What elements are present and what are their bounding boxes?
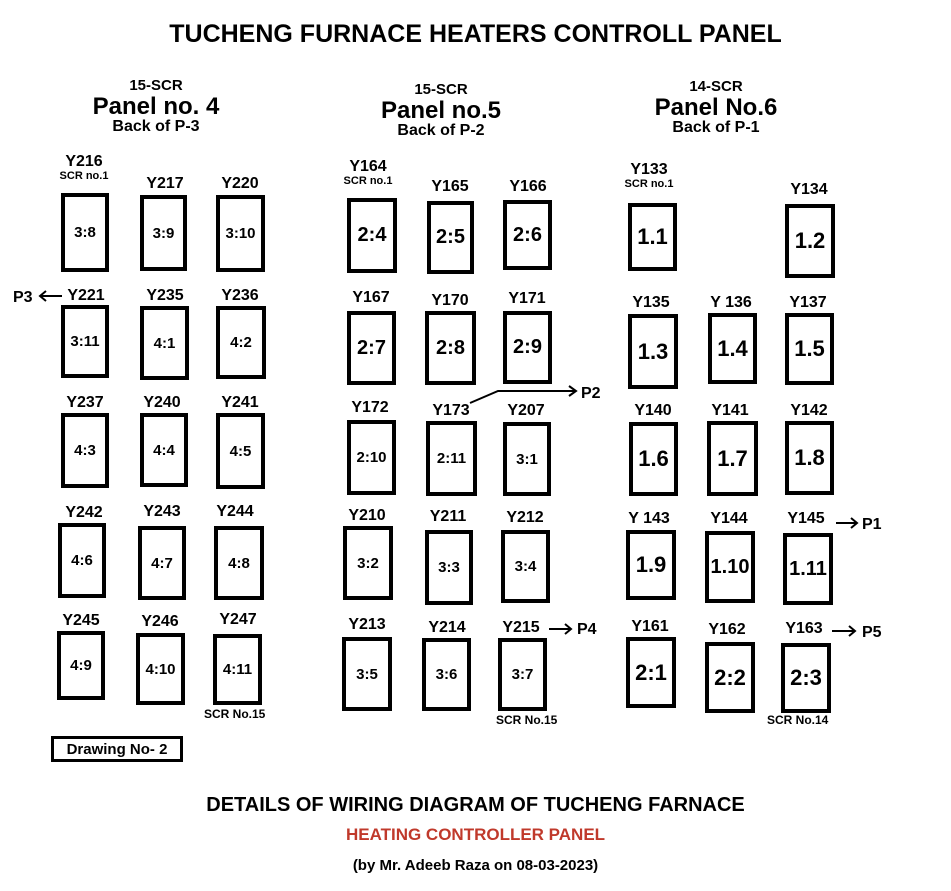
- end-scr-note: SCR No.14: [767, 713, 829, 727]
- scr-box-1-5: 1.5: [785, 313, 834, 385]
- scr-box-4-3: 4:3: [61, 413, 109, 488]
- scr-box-4-5: 4:5: [216, 413, 265, 489]
- heater-label: Y214: [428, 619, 466, 636]
- footer-author: (by Mr. Adeeb Raza on 08-03-2023): [352, 857, 599, 874]
- heater-label: Y243: [143, 503, 181, 520]
- scr-box-1-9: 1.9: [626, 530, 676, 600]
- heater-label: Y236: [221, 287, 259, 304]
- scr-box-4-4: 4:4: [140, 413, 188, 487]
- scr-no-note: SCR no.1: [343, 175, 393, 187]
- panel-6-scr-count: 14-SCR: [689, 78, 743, 95]
- scr-box-1-6: 1.6: [629, 422, 678, 496]
- panel-6-name: Panel No.6: [654, 93, 778, 121]
- heater-label: Y 143: [628, 510, 670, 527]
- heater-label: Y140: [634, 402, 672, 419]
- scr-box-3-10: 3:10: [216, 195, 265, 272]
- heater-label: Y142: [790, 402, 828, 419]
- heater-label: Y145: [787, 510, 825, 527]
- panel-5-scr-count: 15-SCR: [414, 81, 468, 98]
- scr-box-2-11: 2:11: [426, 421, 477, 496]
- heater-label: Y212: [506, 509, 544, 526]
- heater-label: Y213: [348, 616, 386, 633]
- scr-box-3-2: 3:2: [343, 526, 393, 600]
- panel-6-back: Back of P-1: [672, 118, 760, 136]
- scr-box-4-9: 4:9: [57, 631, 105, 700]
- scr-box-2-6: 2:6: [503, 200, 552, 270]
- heater-label: Y170: [431, 292, 469, 309]
- heater-label: Y207: [507, 402, 545, 419]
- scr-box-3-5: 3:5: [342, 637, 392, 711]
- scr-box-4-7: 4:7: [138, 526, 186, 600]
- scr-box-2-9: 2:9: [503, 311, 552, 384]
- pointer-p2-label: P2: [581, 385, 601, 402]
- pointer-p3-label: P3: [13, 289, 33, 306]
- scr-box-1-7: 1.7: [707, 421, 758, 496]
- heater-label: Y161: [631, 618, 669, 635]
- heater-label: Y245: [62, 612, 100, 629]
- scr-box-3-6: 3:6: [422, 638, 471, 711]
- heater-label: Y137: [789, 294, 827, 311]
- drawing-number: Drawing No- 2: [51, 736, 183, 762]
- scr-box-2-2: 2:2: [705, 642, 755, 713]
- scr-box-1-11: 1.11: [783, 533, 833, 605]
- heater-label: Y144: [710, 510, 748, 527]
- heater-label: Y242: [65, 504, 103, 521]
- footer-subtitle: HEATING CONTROLLER PANEL: [345, 825, 606, 844]
- heater-label: Y172: [351, 399, 389, 416]
- heater-label: Y173: [432, 402, 470, 419]
- footer-title: DETAILS OF WIRING DIAGRAM OF TUCHENG FARNACE: [206, 794, 745, 816]
- scr-box-1-8: 1.8: [785, 421, 834, 495]
- heater-label: Y240: [143, 394, 181, 411]
- heater-label: Y216 SCR no.1: [59, 153, 109, 182]
- heater-label: Y164 SCR no.1: [343, 158, 393, 187]
- scr-box-1-4: 1.4: [708, 313, 757, 384]
- scr-box-1-1: 1.1: [628, 203, 677, 271]
- end-scr-note: SCR No.15: [204, 707, 266, 721]
- heater-label: Y163: [785, 620, 823, 637]
- panel-5-name: Panel no.5: [380, 96, 502, 124]
- heater-label: Y134: [790, 181, 828, 198]
- scr-box-2-10: 2:10: [347, 420, 396, 495]
- heater-label: Y220: [221, 175, 259, 192]
- scr-box-3-1: 3:1: [503, 422, 551, 496]
- heater-label: Y241: [221, 394, 259, 411]
- heater-label: Y166: [509, 178, 547, 195]
- scr-box-4-11: 4:11: [213, 634, 262, 705]
- scr-box-2-5: 2:5: [427, 201, 474, 274]
- panel-4-back: Back of P-3: [112, 117, 200, 135]
- scr-box-1-3: 1.3: [628, 314, 678, 389]
- pointer-p1-label: P1: [862, 516, 882, 533]
- scr-box-2-3: 2:3: [781, 643, 831, 713]
- heater-label: Y210: [348, 507, 386, 524]
- scr-box-4-2: 4:2: [216, 306, 266, 379]
- heater-label: Y235: [146, 287, 184, 304]
- heater-label: Y165: [431, 178, 469, 195]
- panel-4-name: Panel no. 4: [92, 92, 220, 120]
- scr-box-4-1: 4:1: [140, 306, 189, 380]
- scr-box-3-7: 3:7: [498, 638, 547, 711]
- heater-label: Y162: [708, 621, 746, 638]
- scr-box-4-8: 4:8: [214, 526, 264, 600]
- scr-box-2-8: 2:8: [425, 311, 476, 385]
- heater-label: Y 136: [710, 294, 752, 311]
- scr-box-3-8: 3:8: [61, 193, 109, 272]
- heater-label: Y237: [66, 394, 104, 411]
- page-title: TUCHENG FURNACE HEATERS CONTROLL PANEL: [169, 20, 782, 48]
- heater-label: Y167: [352, 289, 390, 306]
- heater-label: Y141: [711, 402, 749, 419]
- panel-5-back: Back of P-2: [397, 121, 485, 139]
- scr-box-2-4: 2:4: [347, 198, 397, 273]
- heater-label: Y247: [219, 611, 257, 628]
- end-scr-note: SCR No.15: [496, 713, 558, 727]
- heater-label: Y211: [429, 508, 467, 525]
- pointer-p4-label: P4: [577, 621, 597, 638]
- scr-box-1-10: 1.10: [705, 531, 755, 603]
- heater-label: Y244: [216, 503, 254, 520]
- scr-no-note: SCR no.1: [624, 178, 674, 190]
- scr-no-note: SCR no.1: [59, 170, 109, 182]
- scr-box-2-7: 2:7: [347, 311, 396, 385]
- heater-label: Y221: [67, 287, 105, 304]
- heater-label: Y217: [146, 175, 184, 192]
- scr-box-3-9: 3:9: [140, 195, 187, 271]
- pointer-p5-label: P5: [862, 624, 882, 641]
- heater-label: Y246: [141, 613, 179, 630]
- heater-label: Y215: [502, 619, 540, 636]
- panel-4-scr-count: 15-SCR: [129, 77, 183, 94]
- scr-box-1-2: 1.2: [785, 204, 835, 278]
- scr-box-4-6: 4:6: [58, 523, 106, 598]
- scr-box-3-3: 3:3: [425, 530, 473, 605]
- heater-label: Y171: [508, 290, 546, 307]
- arrow-p2-icon: [470, 391, 575, 403]
- scr-box-3-11: 3:11: [61, 305, 109, 378]
- heater-label: Y133 SCR no.1: [624, 161, 674, 190]
- scr-box-3-4: 3:4: [501, 530, 550, 603]
- scr-box-4-10: 4:10: [136, 633, 185, 705]
- heater-label: Y135: [632, 294, 670, 311]
- scr-box-2-1: 2:1: [626, 637, 676, 708]
